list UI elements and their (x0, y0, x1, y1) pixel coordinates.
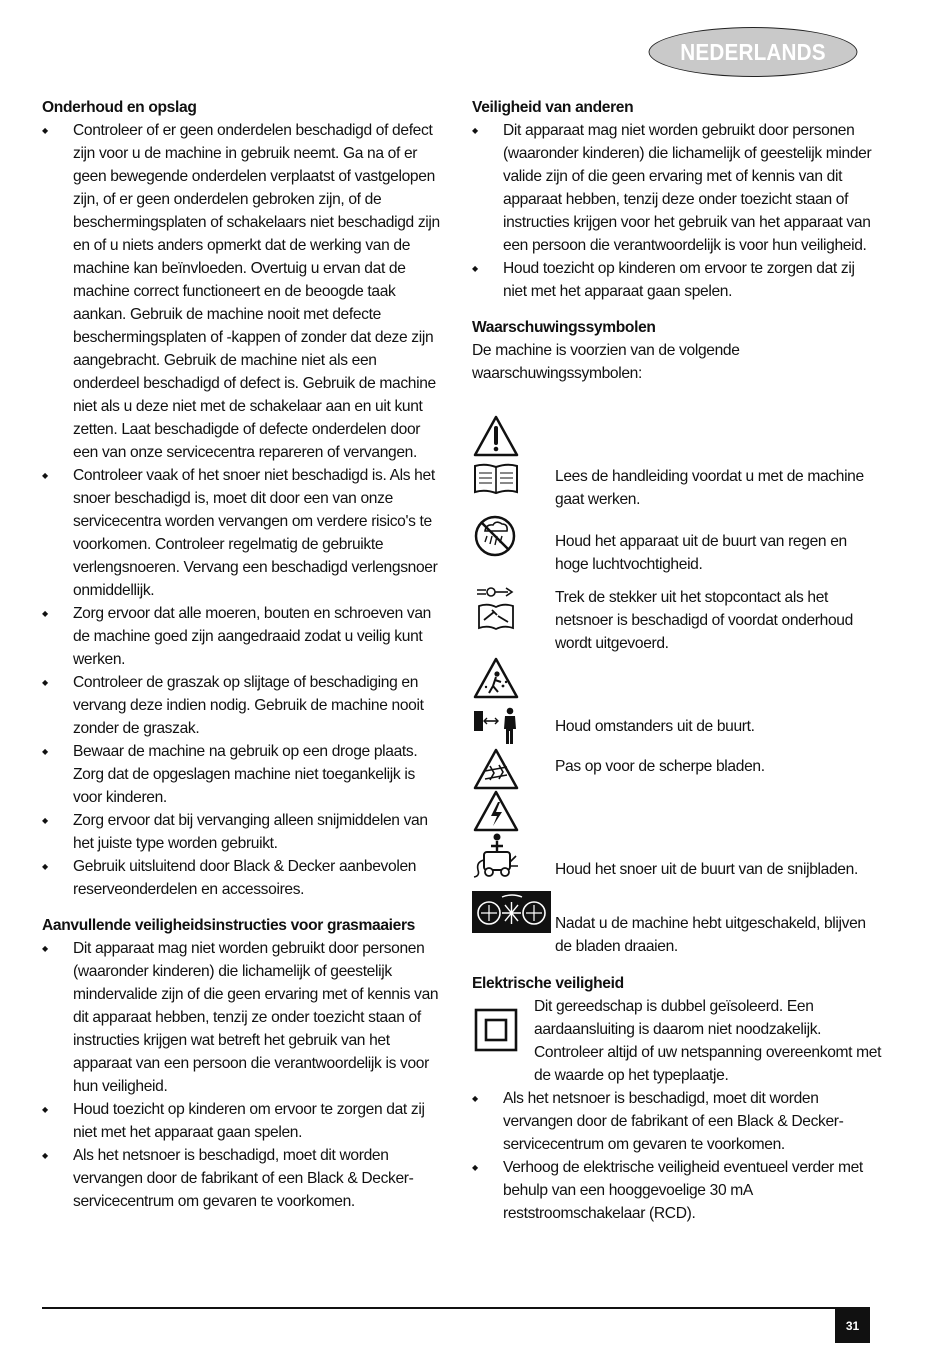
footer-divider (42, 1307, 870, 1309)
language-badge (649, 27, 858, 77)
symbol-text-manual: Lees de handleiding voordat u met de machine gaat werken. (555, 468, 864, 508)
unplug-icon (472, 584, 520, 630)
cord-cutting-icon (472, 832, 522, 878)
section-title-maintenance: Onderhoud en opslag (42, 99, 197, 116)
symbol-text-unplug: Trek de stekker uit het stopcontact als het netsnoer is beschadigd of voordat onderhoud wordt uitgevoerd. (555, 589, 853, 652)
list-item: ◆ Controleer of er geen onderdelen beschadigd of defect zijn voor u de machine in gebruik neemt. Ga na of er geen bewegende onderdelen verplaatst of vastgelopen zijn, of er geen onderdelen gebroken zijn, of de beschermingsplaten of schakelaars niet beschadigd zijn en of u niets anders opmerkt dat de werking van de machine kan beïnvloeden. Overtuig u ervan dat de machine correct functioneert en de beoogde taak aankan. Gebruik de machine nooit met defecte beschermingsplaten of -kappen of zonder dat deze zijn aangebracht. Gebruik de machine niet als een onderdeel beschadigd of defect is. Gebruik de machine niet als u deze niet met de schakelaar aan en uit kunt zetten. Laat beschadigde of defecte onderdelen door een van onze servicecentra repareren of vervangen. (42, 119, 442, 464)
double-insulation-icon (474, 1008, 518, 1052)
maintenance-list (42, 119, 442, 901)
symbols-intro: De machine is voorzien van de volgende waarschuwingssymbolen: (472, 342, 740, 382)
others-safety-list (472, 119, 872, 303)
electric-shock-icon (472, 789, 520, 833)
symbol-text-bystanders: Houd omstanders uit de buurt. (555, 718, 755, 735)
section-title-warning-symbols: Waarschuwingssymbolen (472, 319, 656, 336)
double-insulation-text: Dit gereedschap is dubbel geïsoleerd. Een aardaansluiting is daarom niet noodzakelijk. Controleer altijd of uw netspanning overeenkomt met de waarde op het typeplaatje. (534, 998, 882, 1084)
manual-book-icon (472, 462, 520, 496)
list-item: ◆ Zorg ervoor dat alle moeren, bouten en schroeven van de machine goed zijn aangedraaid zodat u veilig kunt werken. (42, 602, 442, 671)
thrown-objects-icon (472, 656, 520, 700)
list-item: ◆ Controleer vaak of het snoer niet beschadigd is. Als het snoer beschadigd is, moet dit door een van onze servicecentra worden vervangen om verdere risico's te voorkomen. Controleer regelmatig de gebruikte verlengsnoeren. Vervang een beschadigd verlengsnoer onmiddellijk. (42, 464, 442, 602)
bystanders-icon (472, 707, 522, 747)
mower-safety-list (42, 937, 442, 1213)
symbol-text-blades: Pas op voor de scherpe bladen. (555, 758, 765, 775)
list-item: ◆ Zorg ervoor dat bij vervanging alleen snijmiddelen van het juiste type worden gebruikt. (42, 809, 442, 855)
electrical-safety-section (472, 972, 882, 1225)
no-rain-icon (472, 514, 520, 558)
list-item: ◆ Houd toezicht op kinderen om ervoor te zorgen dat zij niet met het apparaat gaan spelen. (42, 1098, 442, 1144)
list-item: ◆ Houd toezicht op kinderen om ervoor te zorgen dat zij niet met het apparaat gaan spelen. (472, 257, 872, 303)
list-item: ◆ Als het netsnoer is beschadigd, moet dit worden vervangen door de fabrikant of een Black & Decker-servicecentrum om gevaren te voorkomen. (472, 1087, 882, 1156)
list-item: ◆ Controleer de graszak op slijtage of beschadiging en vervang deze indien nodig. Gebruik de machine nooit zonder de graszak. (42, 671, 442, 740)
symbol-text-cord: Houd het snoer uit de buurt van de snijbladen. (555, 861, 858, 878)
rotating-blades-icon (472, 891, 551, 933)
list-item: ◆ Dit apparaat mag niet worden gebruikt door personen (waaronder kinderen) die lichamelijk of geestelijk mindervalide zijn of die geen ervaring met of kennis van dit apparaat hebben, tenzij ze onder toezicht staan of instructies krijgen wat betreft het gebruik van het apparaat van een persoon die verantwoordelijk is voor hun veiligheid. (42, 937, 442, 1098)
section-title-mower-safety: Aanvullende veiligheidsinstructies voor grasmaaiers (42, 917, 416, 934)
symbol-text-rain: Houd het apparaat uit de buurt van regen en hoge luchtvochtigheid. (555, 533, 847, 573)
list-item: ◆ Als het netsnoer is beschadigd, moet dit worden vervangen door de fabrikant of een Black & Decker-servicecentrum om gevaren te voorkomen. (42, 1144, 442, 1213)
right-column (472, 96, 872, 385)
list-item: ◆ Bewaar de machine na gebruik op een droge plaats. Zorg dat de opgeslagen machine niet toegankelijk is voor kinderen. (42, 740, 442, 809)
section-title-others-safety: Veiligheid van anderen (472, 99, 634, 116)
warning-triangle-icon (472, 414, 520, 458)
page-number-label: 31 (845, 1318, 860, 1333)
list-item: ◆ Dit apparaat mag niet worden gebruikt door personen (waaronder kinderen) die lichamelijk of geestelijk minder valide zijn of die geen ervaring met of kennis van dit apparaat hebben, tenzij deze onder toezicht staan of instructies krijgen voor het gebruik van het apparaat van een persoon die verantwoordelijk is voor hun veiligheid. (472, 119, 872, 257)
language-label: NEDERLANDS (680, 38, 826, 65)
page-number (835, 1308, 870, 1343)
electrical-safety-list (472, 1087, 882, 1225)
symbol-text-rotating: Nadat u de machine hebt uitgeschakeld, blijven de bladen draaien. (555, 915, 866, 955)
list-item: ◆ Gebruik uitsluitend door Black & Decker aanbevolen reserveonderdelen en accessoires. (42, 855, 442, 901)
left-column (42, 96, 442, 1213)
sharp-blades-icon (472, 747, 520, 791)
list-item: ◆ Verhoog de elektrische veiligheid eventueel verder met behulp van een hooggevoelige 30 mA reststroomschakelaar (RCD). (472, 1156, 882, 1225)
section-title-electrical-safety: Elektrische veiligheid (472, 975, 624, 992)
